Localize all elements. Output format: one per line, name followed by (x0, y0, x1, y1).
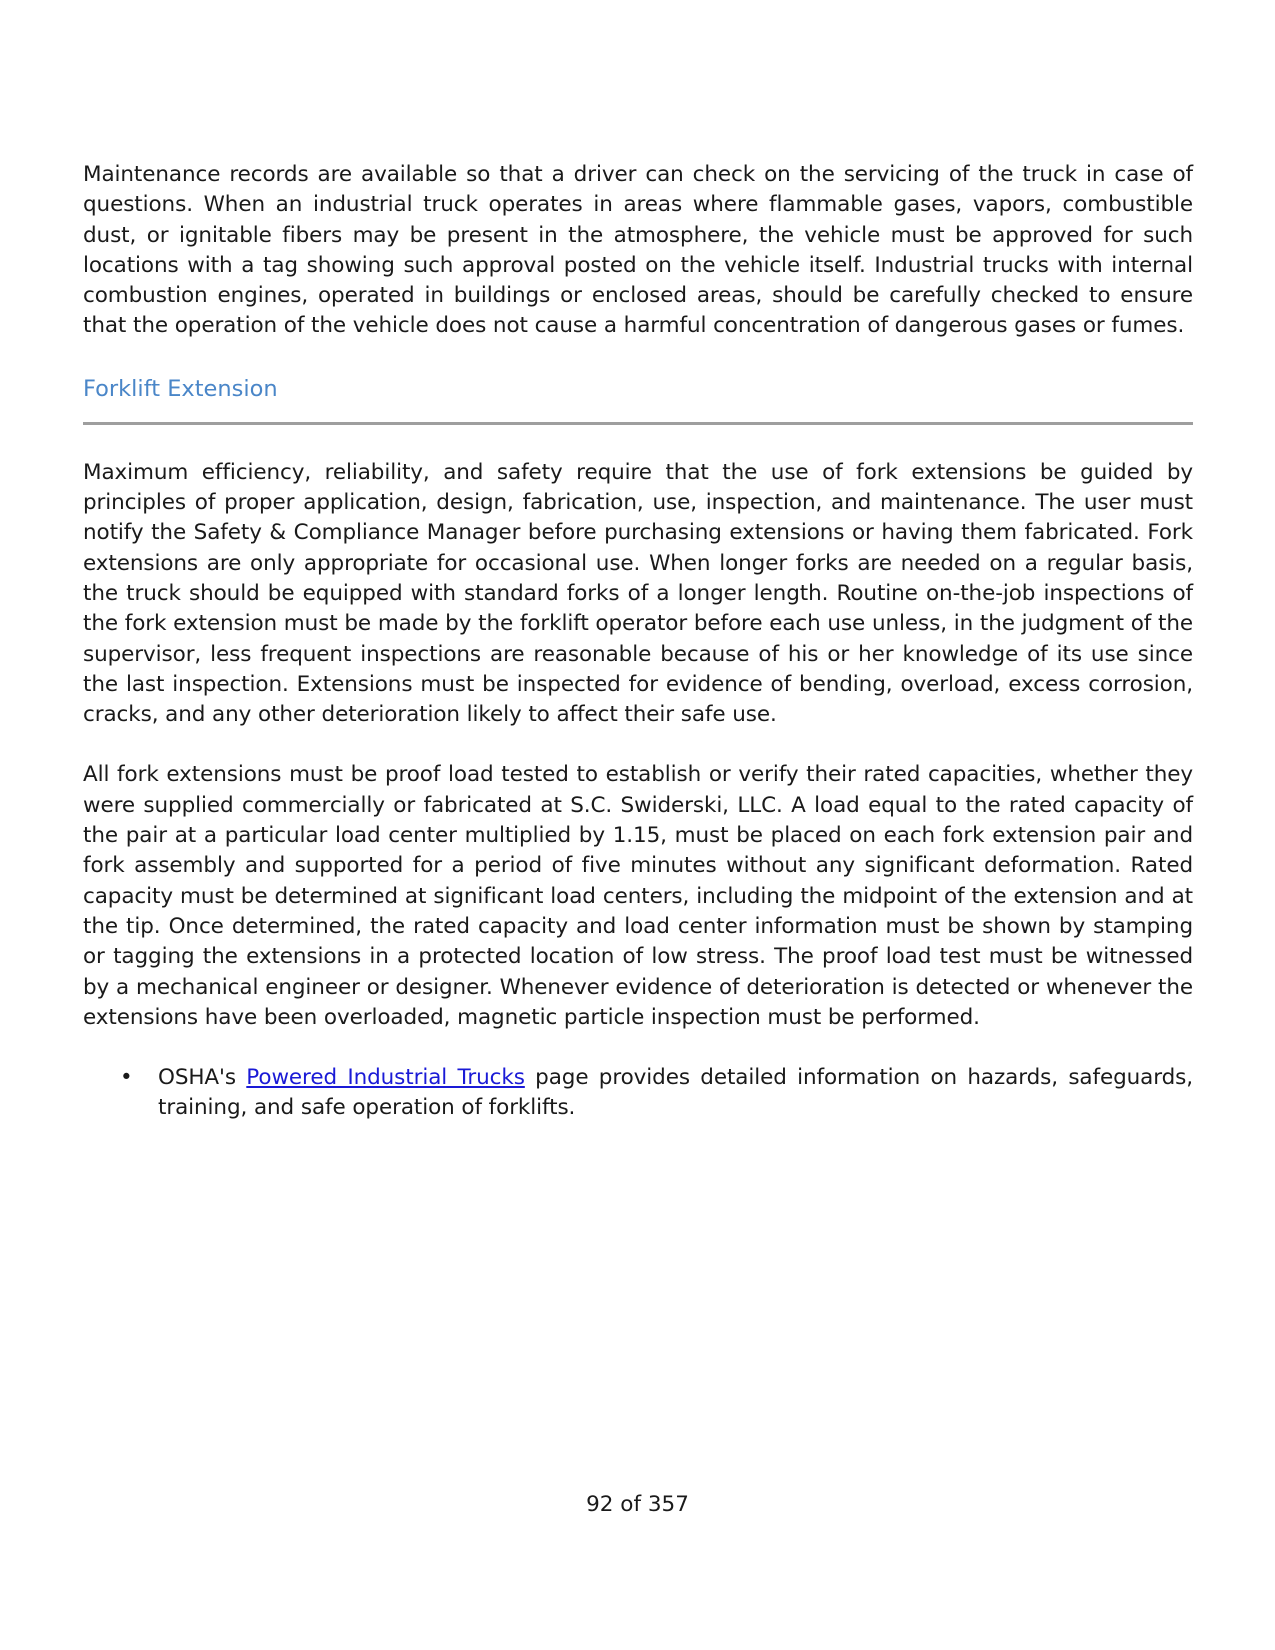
resource-list (83, 1063, 1193, 1124)
paragraph-fork-extension-use: Maximum efficiency, reliability, and safety require that the use of fork extensions be guided by principles of proper application, design, fabrication, use, inspection, and maintenance. The user must notify the Safety & Compliance Manager before purchasing extensions or having them fabricated. Fork extensions are only appropriate for occasional use. When longer forks are needed on a regular basis, the truck should be equipped with standard forks of a longer length. Routine on-the-job inspections of the fork extension must be made by the forklift operator before each use unless, in the judgment of the supervisor, less frequent inspections are reasonable because of his or her knowledge of its use since the last inspection. Extensions must be inspected for evidence of bending, overload, excess corrosion, cracks, and any other deterioration likely to affect their safe use. (83, 459, 1193, 728)
section-heading-forklift-extension: Forklift Extension (83, 375, 278, 402)
bullet-text-suffix: page provides detailed information on hazards, safeguards, training, and safe operation of forklifts. (158, 1065, 1193, 1121)
list-item (83, 1063, 1193, 1124)
document-body (83, 160, 1193, 1124)
bullet-marker: • (120, 1065, 133, 1091)
section-divider (83, 422, 1193, 425)
bullet-text-prefix: OSHA's (158, 1065, 247, 1091)
page-number: 92 of 357 (586, 1492, 689, 1517)
powered-industrial-trucks-link[interactable]: Powered Industrial Trucks (246, 1065, 525, 1091)
paragraph-maintenance-records: Maintenance records are available so that a driver can check on the servicing of the truck in case of questions. When an industrial truck operates in areas where flammable gases, vapors, combustible dust, or ignitable fibers may be present in the atmosphere, the vehicle must be approved for such locations with a tag showing such approval posted on the vehicle itself. Industrial trucks with internal combustion engines, operated in buildings or enclosed areas, should be carefully checked to ensure that the operation of the vehicle does not cause a harmful concentration of dangerous gases or fumes. (83, 162, 1193, 339)
paragraph-proof-load-testing: All fork extensions must be proof load tested to establish or verify their rated capacities, whether they were supplied commercially or fabricated at S.C. Swiderski, LLC. A load equal to the rated capacity of the pair at a particular load center multiplied by 1.15, must be placed on each fork extension pair and fork assembly and supported for a period of five minutes without any significant deformation. Rated capacity must be determined at significant load centers, including the midpoint of the extension and at the tip. Once determined, the rated capacity and load center information must be shown by stamping or tagging the extensions in a protected location of low stress. The proof load test must be witnessed by a mechanical engineer or designer. Whenever evidence of deterioration is detected or whenever the extensions have been overloaded, magnetic particle inspection must be performed. (83, 762, 1193, 1030)
